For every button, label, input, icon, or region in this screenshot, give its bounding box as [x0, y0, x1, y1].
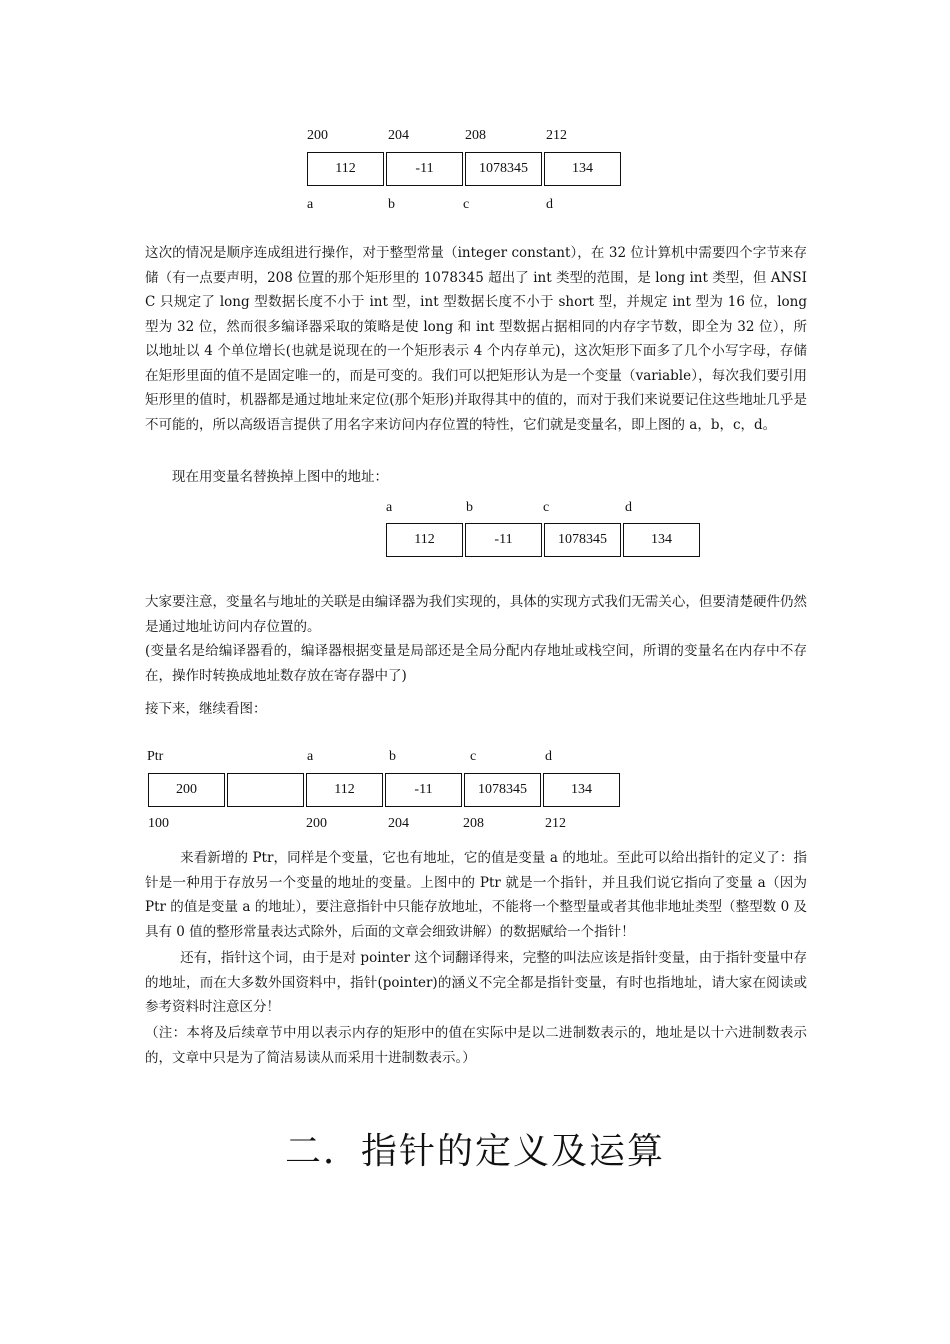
variable-name-label: b	[466, 500, 473, 515]
variable-name-label: d	[546, 197, 553, 212]
memory-cell: 134	[623, 523, 700, 557]
memory-cell: 1078345	[464, 773, 541, 807]
memory-cell	[227, 773, 304, 807]
address-label: 208	[465, 128, 486, 143]
paragraph-sequence-explanation: 这次的情况是顺序连成组进行操作，对于整型常量（integer constant），在 32 位计算机中需要四个字节来存储（有一点要声明，208 位置的那个矩形里的 1078345 超出了 int 类型的范围，是 long int 类型，但 ANSI C 只规定了 long 型数据长度不小于 int 型，int 型数据长度不小于 short 型，并规定 int 型为 16 位，long 型为 32 位，然而很多编译器采取的策略是使 long 和 int 型数据占据相同的内存字节数，即全为 32 位），所以地址以 4 个单位增长(也就是说现在的一个矩形表示 4 个内存单元)，这次矩形下面多了几个小写字母，存储在矩形里面的值不是固定唯一的，而是可变的。我们可以把矩形认为是一个变量（variable），每次我们要引用矩形里的值时，机器都是通过地址来定位(那个矩形)并取得其中的值的，而对于我们来说要记住这些地址几乎是不可能的，所以高级语言提供了用名字来访问内存位置的特性，它们就是变量名，即上图的 a，b，c，d。	[145, 245, 807, 433]
memory-cell: 112	[306, 773, 383, 807]
memory-cell: -11	[385, 773, 462, 807]
memory-cell: 200	[148, 773, 225, 807]
variable-name-label: c	[463, 197, 470, 212]
variable-name-label: a	[307, 197, 314, 212]
address-label: 100	[148, 816, 169, 831]
variable-name-label: b	[388, 197, 395, 212]
variable-name-label: d	[545, 749, 552, 764]
paragraph-pointer-terminology: 还有，指针这个词，由于是对 pointer 这个词翻译得来，完整的叫法应该是指针变量，由于指针变量中存的地址，而在大多数外国资料中，指针(pointer)的涵义不完全都是指针变量，有时也指地址，请大家在阅读或参考资料时注意区分！	[145, 950, 807, 1015]
variable-name-label: a	[307, 749, 314, 764]
memory-cell: 134	[543, 773, 620, 807]
variable-name-label: a	[386, 500, 393, 515]
address-label: 212	[546, 128, 567, 143]
memory-cell: -11	[465, 523, 542, 557]
memory-cell: 1078345	[465, 152, 542, 186]
variable-name-label: d	[625, 500, 632, 515]
memory-cell: 112	[386, 523, 463, 557]
address-label: 204	[388, 816, 409, 831]
variable-name-label: c	[470, 749, 477, 764]
section-heading: 二．指针的定义及运算	[284, 1131, 665, 1172]
variable-name-label: c	[543, 500, 550, 515]
variable-name-label: b	[389, 749, 396, 764]
address-label: 200	[307, 128, 328, 143]
paragraph-pointer-definition: 来看新增的 Ptr，同样是个变量，它也有地址，它的值是变量 a 的地址。至此可以给出指针的定义了：指针是一种用于存放另一个变量的地址的变量。上图中的 Ptr 就是一个指针，并且我们说它指向了变量 a（因为 Ptr 的值是变量 a 的地址），要注意指针中只能存放地址，不能将一个整型量或者其他非地址类型（整型数 0 及具有 0 值的整形常量表达式除外，后面的文章会细致讲解）的数据赋给一个指针！	[145, 850, 807, 940]
address-label: 212	[545, 816, 566, 831]
paragraph-continue: 接下来，继续看图：	[145, 701, 267, 717]
memory-cell: -11	[386, 152, 463, 186]
address-label: 200	[306, 816, 327, 831]
variable-name-label: Ptr	[147, 749, 164, 764]
address-label: 208	[463, 816, 484, 831]
memory-cell: 134	[544, 152, 621, 186]
paragraph-number-base-note: （注：本将及后续章节中用以表示内存的矩形中的值在实际中是以二进制数表示的，地址是以十六进制数表示的，文章中只是为了简洁易读从而采用十进制数表示。）	[145, 1025, 807, 1066]
memory-cell: 1078345	[544, 523, 621, 557]
paragraph-compiler-note: 大家要注意，变量名与地址的关联是由编译器为我们实现的，具体的实现方式我们无需关心，但要清楚硬件仍然是通过地址访问内存位置的。	[145, 594, 807, 635]
address-label: 204	[388, 128, 409, 143]
memory-cell: 112	[307, 152, 384, 186]
paragraph-variable-name-note: (变量名是给编译器看的，编译器根据变量是局部还是全局分配内存地址或栈空间，所谓的变量名在内存中不存在，操作时转换成地址数存放在寄存器中了)	[145, 643, 807, 684]
paragraph-replace-addresses: 现在用变量名替换掉上图中的地址：	[172, 469, 388, 485]
